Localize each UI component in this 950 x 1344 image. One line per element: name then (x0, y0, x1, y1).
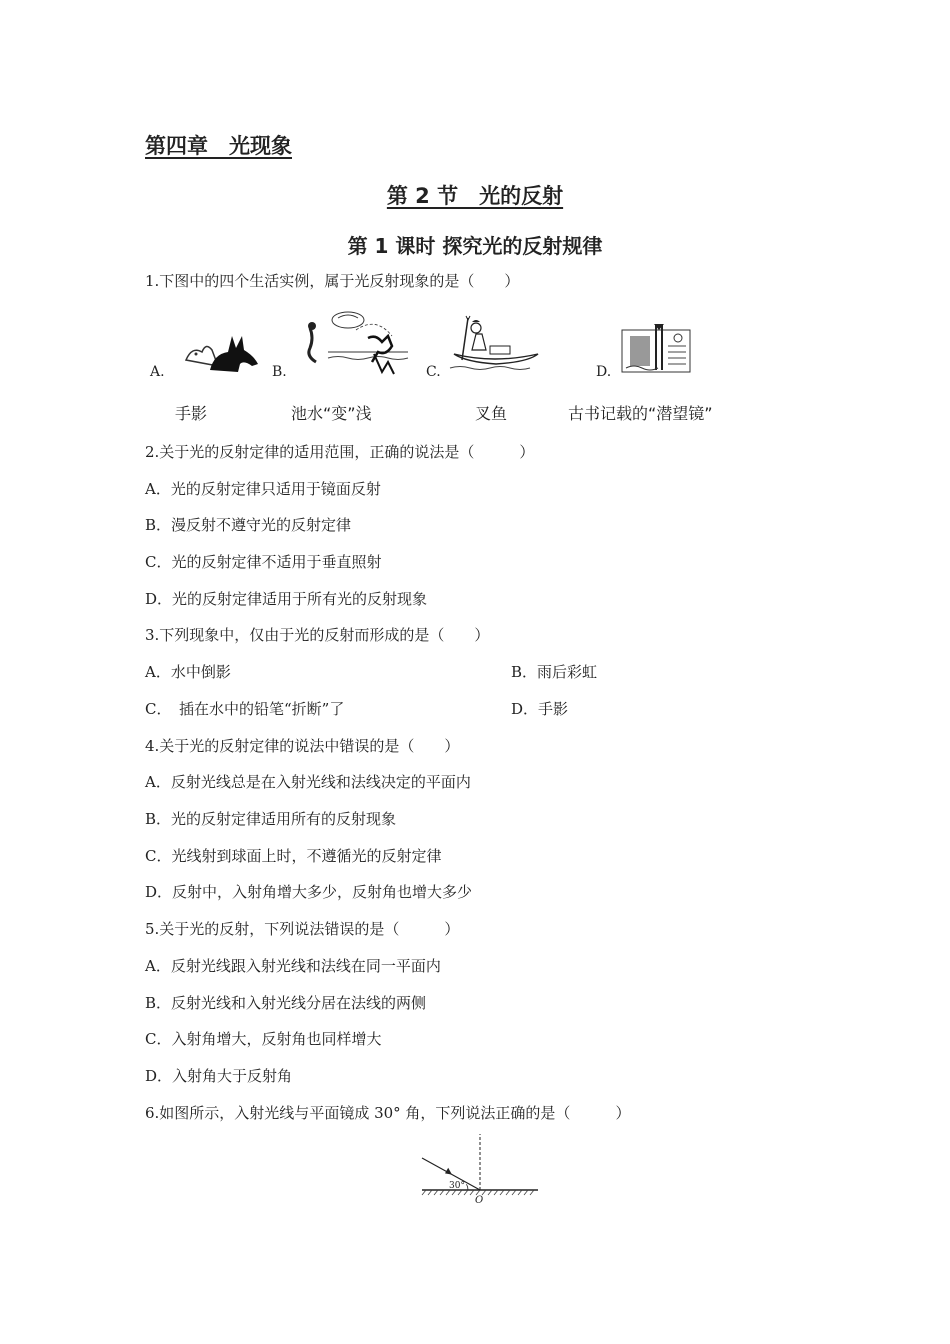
q2-stem: 2.关于光的反射定律的适用范围，正确的说法是（ ） (145, 443, 535, 461)
q5-option-b: B．反射光线和入射光线分居在法线的两侧 (145, 994, 427, 1012)
mirror-reflection-diagram (418, 1132, 542, 1206)
hand-shadow-image (176, 330, 266, 376)
q1-option-c-label: C. (426, 364, 441, 380)
q2-option-c: C．光的反射定律不适用于垂直照射 (145, 553, 382, 571)
q1-option-b-caption: 池水“变”浅 (291, 404, 372, 423)
fish-spearing-image (446, 314, 546, 374)
q1-stem: 1.下图中的四个生活实例，属于光反射现象的是（ ） (145, 272, 520, 290)
q4-option-c: C．光线射到球面上时，不遵循光的反射定律 (145, 847, 442, 865)
q6-stem: 6.如图所示，入射光线与平面镜成 30° 角，下列说法正确的是（ ） (145, 1104, 631, 1122)
q4-option-d: D．反射中，入射角增大多少，反射角也增大多少 (145, 883, 473, 901)
lesson-title: 第 1 课时 探究光的反射规律 (347, 234, 603, 258)
q2-option-d: D．光的反射定律适用于所有光的反射现象 (145, 590, 428, 608)
q1-option-a-caption: 手影 (175, 404, 208, 423)
q5-option-a: A．反射光线跟入射光线和法线在同一平面内 (145, 957, 441, 975)
q1-option-d-label: D. (596, 364, 612, 380)
q2-option-b: B．漫反射不遵守光的反射定律 (145, 516, 352, 534)
q4-option-b: B．光的反射定律适用所有的反射现象 (145, 810, 397, 828)
point-o-label: O (475, 1195, 484, 1206)
q3-stem: 3.下列现象中，仅由于光的反射而形成的是（ ） (145, 626, 490, 644)
q1-option-a-label: A. (150, 364, 165, 380)
section-title (0, 180, 950, 210)
q1-option-c-caption: 叉鱼 (475, 404, 508, 423)
q3-option-d: D．手影 (511, 700, 569, 718)
q2-option-a: A．光的反射定律只适用于镜面反射 (145, 480, 381, 498)
pool-water-image (298, 308, 418, 376)
q3-option-b: B．雨后彩虹 (511, 663, 598, 681)
q5-stem: 5.关于光的反射，下列说法错误的是（ ） (145, 920, 460, 938)
q4-option-a: A．反射光线总是在入射光线和法线决定的平面内 (145, 773, 471, 791)
ancient-periscope-image (620, 322, 694, 376)
q3-option-c: C． 插在水中的铅笔“折断”了 (145, 700, 345, 718)
q5-option-c: C．入射角增大，反射角也同样增大 (145, 1030, 382, 1048)
q5-option-d: D．入射角大于反射角 (145, 1067, 293, 1085)
q1-option-d-caption: 古书记载的“潜望镜” (568, 404, 713, 423)
angle-label: 30° (449, 1181, 465, 1191)
q1-option-b-label: B. (272, 364, 287, 380)
chapter-title: 第四章 光现象 (145, 134, 292, 158)
q4-stem: 4.关于光的反射定律的说法中错误的是（ ） (145, 737, 460, 755)
q3-option-a: A．水中倒影 (145, 663, 231, 681)
section-title-text: 第 2 节 光的反射 (386, 184, 564, 208)
